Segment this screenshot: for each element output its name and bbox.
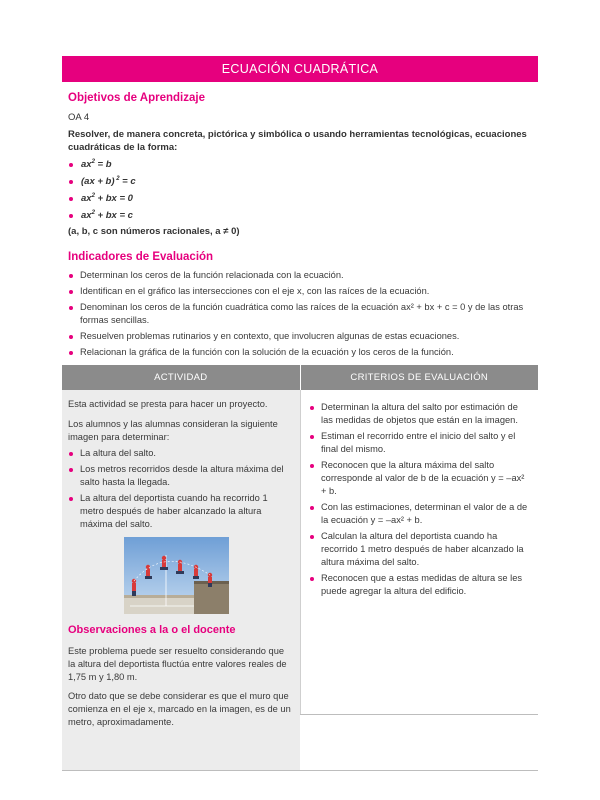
indicator-item: Resuelven problemas rutinarios y en contexto, que involucren algunas de estas ecuaciones. [68,330,538,343]
indicator-item: Relacionan la gráfica de la función con la solución de la ecuación y los ceros de la función. [68,346,538,359]
activity-item: Los metros recorridos desde la altura máxima del salto hasta la llegada. [68,463,292,489]
activity-item: La altura del deportista cuando ha recorrido 1 metro después de haber alcanzado la altura máxima del salto. [68,492,292,531]
page-title: ECUACIÓN CUADRÁTICA [221,62,379,76]
indicators-heading: Indicadores de Evaluación [68,251,214,263]
observation-paragraph: Otro dato que se debe considerar es que el muro que comienza en el eje x, marcado en la imagen, es de un metro, aproximadamente. [68,691,291,727]
indicator-item: Denominan los ceros de la función cuadrática como las raíces de la ecuación ax² + bx + c = 0 y de las otras formas sencillas. [68,301,538,327]
page-title-banner [62,56,538,82]
objectives-block [68,112,538,237]
coefficients-note: (a, b, c son números racionales, a ≠ 0) [68,226,240,237]
equation-forms-list [68,156,538,224]
observations-heading: Observaciones a la o el docente [68,624,236,636]
observations-panel [62,614,300,770]
criteria-item: Reconocen que la altura máxima del salto corresponde al valor de b de la ecuación y = –ax² + b. [309,459,530,498]
activity-column-header: ACTIVIDAD [62,365,300,390]
objective-description: Resolver, de manera concreta, pictórica y simbólica o usando herramientas tecnológicas, ecuaciones cuadráticas de la forma: [68,129,527,153]
indicator-item: Determinan los ceros de la función relacionada con la ecuación. [68,269,538,282]
page [62,56,538,727]
equation-form: $ax^2$ + bx = c [68,207,538,224]
table-header [62,365,538,390]
objectives-heading: Objetivos de Aprendizaje [68,92,205,104]
criteria-cell [300,390,538,714]
equation-form: $ax^2$ + bx = 0 [68,190,538,207]
activity-lead: Los alumnos y las alumnas consideran la siguiente imagen para determinar: [68,419,278,442]
equation-form: $ax^2 = b$ [68,156,538,173]
activity-item: La altura del salto. [68,447,292,460]
criteria-item: Calculan la altura del deportista cuando ha recorrido 1 metro después de haber alcanzado la altura máxima del salto. [309,530,530,569]
criteria-item: Con las estimaciones, determinan el valor de a de la ecuación y = –ax² + b. [309,501,530,527]
activity-list [68,447,292,531]
activity-intro: Esta actividad se presta para hacer un proyecto. [68,399,268,409]
criteria-item: Determinan la altura del salto por estimación de las medidas de objetos que están en la imagen. [309,401,530,427]
criteria-list [309,401,530,598]
bottom-divider [62,770,538,771]
criteria-column-header: CRITERIOS DE EVALUACIÓN [300,365,539,390]
criteria-item: Reconocen que a estas medidas de altura se les puede agregar la altura del edificio. [309,572,530,598]
jump-sequence-graphic [124,537,229,615]
indicator-item: Identifican en el gráfico las intersecciones con el eje x, con las raíces de la ecuación. [68,285,538,298]
criteria-item: Estiman el recorrido entre el inicio del salto y el final del mismo. [309,430,530,456]
jump-sequence-image [124,537,229,615]
observation-paragraph: Este problema puede ser resuelto considerando que la altura del deportista fluctúa entre valores reales de 1,75 m y 1,80 m. [68,646,287,682]
objective-code: OA 4 [68,112,90,123]
indicators-list [68,269,538,359]
equation-form: (ax + b) $^2$ = c [68,173,538,190]
observations-text [62,645,300,729]
